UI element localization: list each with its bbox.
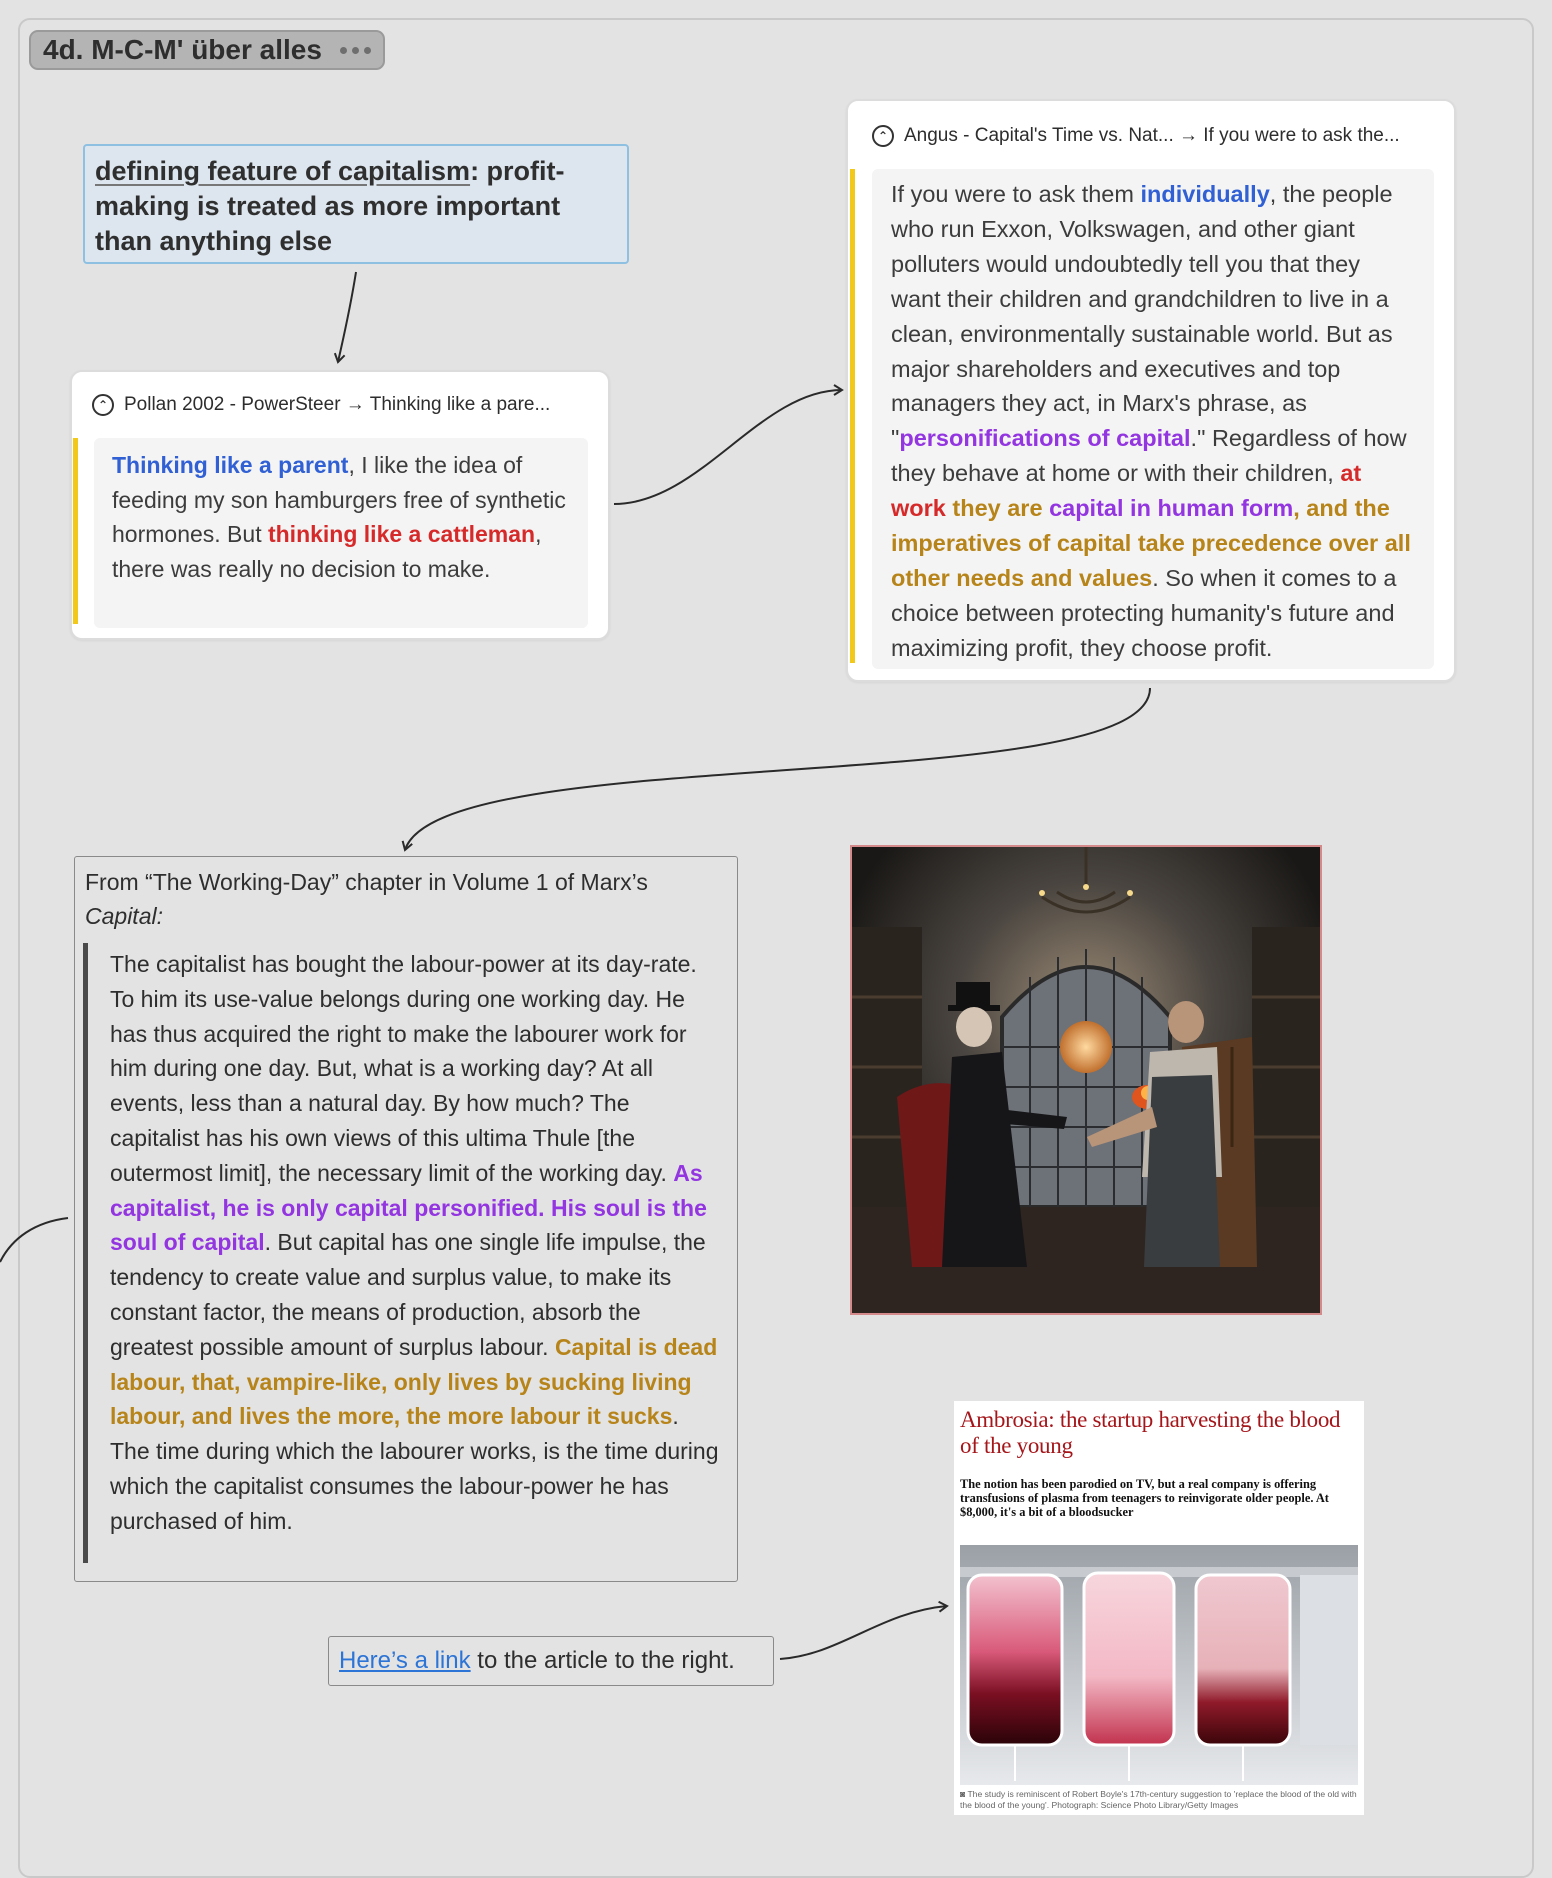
- quote-text: , the people who run Exxon, Volkswagen, and other giant polluters would undoubtedly tell you that they want their children and grandchildren to live in a clean, environmentally sustainable world. But as major shareholders and executives and top managers they act, in Marx's phrase, as ": [891, 181, 1393, 452]
- article-headline: Ambrosia: the startup harvesting the blood of the young: [960, 1407, 1341, 1458]
- source-header[interactable]: [92, 394, 550, 416]
- blockquote-bar: [83, 943, 88, 1563]
- quote-highlight-bar: [850, 169, 855, 663]
- quote-block: [872, 169, 1434, 669]
- quote-highlight-bar: [73, 438, 78, 624]
- highlight-purple: personifications of capital: [899, 425, 1191, 452]
- marx-blockquote: [110, 947, 720, 1539]
- source-title[interactable]: Angus - Capital's Time vs. Nat... → If you were to ask the...: [904, 125, 1400, 146]
- connector-link-to-article: [780, 1606, 947, 1659]
- highlight-gold: , and the imperatives of capital take precedence over all other needs and values: [891, 495, 1411, 591]
- concept-text: : profit-making is treated as more important than anything else: [95, 156, 565, 256]
- marx-text-card[interactable]: [74, 856, 738, 1582]
- connector-concept-to-pollan: [338, 272, 356, 362]
- highlight-red: thinking like a cattleman: [267, 521, 536, 548]
- source-card-angus[interactable]: [846, 99, 1456, 682]
- quote-text: , I like the idea of feeding my son hamburgers free of synthetic hormones. But: [112, 452, 566, 548]
- link-note-card[interactable]: [328, 1636, 774, 1686]
- highlight-blue: Thinking like a parent: [112, 452, 349, 478]
- highlight-red: at work: [891, 460, 1362, 522]
- connector-pollan-to-angus: [614, 390, 842, 504]
- scene-illustration: [852, 847, 1320, 1313]
- highlight-purple: capital in human form: [1049, 495, 1294, 522]
- article-screenshot[interactable]: [954, 1401, 1364, 1815]
- quote-text: The capitalist has bought the labour-power at its day-rate. To him its use-value belongs during one working day. He has thus acquired the right to make the labourer work for him during one day. But, what is a working day? At all events, less than a natural day. By how much? The capitalist has his own views of this ultima Thule [the outermost limit], the necessary limit of the working day.: [110, 951, 697, 1186]
- concept-term[interactable]: defining feature of capitalism: [95, 156, 471, 186]
- caption-text: The study is reminiscent of Robert Boyle's 17th-century suggestion to 'replace the blood of the old with the blood of the young'. Photograph: Science Photo Library/Getty Images: [960, 1789, 1357, 1810]
- quote-text: , there was really no decision to make.: [112, 521, 542, 582]
- source-title[interactable]: Pollan 2002 - PowerSteer → Thinking like a pare...: [124, 394, 551, 415]
- article-standfirst: The notion has been parodied on TV, but a real company is offering transfusions of plasma from teenagers to reinvigorate older people. At $8,000, it's a bit of a bloodsucker: [960, 1477, 1329, 1519]
- marx-intro: [85, 865, 725, 933]
- article-caption: [960, 1789, 1358, 1811]
- connector-angus-to-marx: [405, 688, 1150, 850]
- quote-text: . But capital has one single life impulse, the tendency to create value and surplus value, to make its constant factor, the means of production, absorb the greatest possible amount of surplus labour.: [110, 1229, 706, 1360]
- highlight-blue: individually: [1140, 181, 1270, 207]
- highlight-gold: they are: [945, 495, 1050, 522]
- source-header[interactable]: [872, 125, 1400, 147]
- intro-text: From “The Working-Day” chapter in Volume 1 of Marx’s: [85, 869, 648, 895]
- source-icon: ⌃: [92, 394, 114, 416]
- book-title: Capital:: [85, 903, 163, 929]
- quote-block: [94, 438, 588, 628]
- source-card-pollan[interactable]: [70, 370, 610, 640]
- concept-card[interactable]: [83, 144, 629, 264]
- quote-text: ." Regardless of how they behave at home or with their children,: [891, 425, 1407, 487]
- blood-bags-photo: [960, 1545, 1358, 1785]
- connector-incoming-marx: [0, 1218, 68, 1262]
- highlight-gold: Capital is dead labour, that, vampire-like, only lives by sucking living labour, and lives the more, the more labour it sucks: [110, 1333, 718, 1430]
- group-title[interactable]: 4d. M-C-M' über alles: [43, 34, 322, 65]
- highlight-purple: As capitalist, he is only capital personified. His soul is the soul of capital: [110, 1159, 707, 1256]
- quote-text: . So when it comes to a choice between protecting humanity's future and maximizing profit, they choose profit.: [891, 564, 1397, 661]
- quote-text: If you were to ask them: [891, 181, 1141, 207]
- link-note-text: to the article to the right.: [470, 1647, 735, 1674]
- camera-icon: ◙: [960, 1789, 968, 1799]
- vampire-capitalist-image[interactable]: [850, 845, 1322, 1315]
- article-link[interactable]: Here’s a link: [339, 1647, 471, 1674]
- quote-text: . The time during which the labourer works, is the time during which the capitalist consumes the labour-power he has purchased of him.: [110, 1403, 719, 1534]
- source-icon: ⌃: [872, 125, 894, 147]
